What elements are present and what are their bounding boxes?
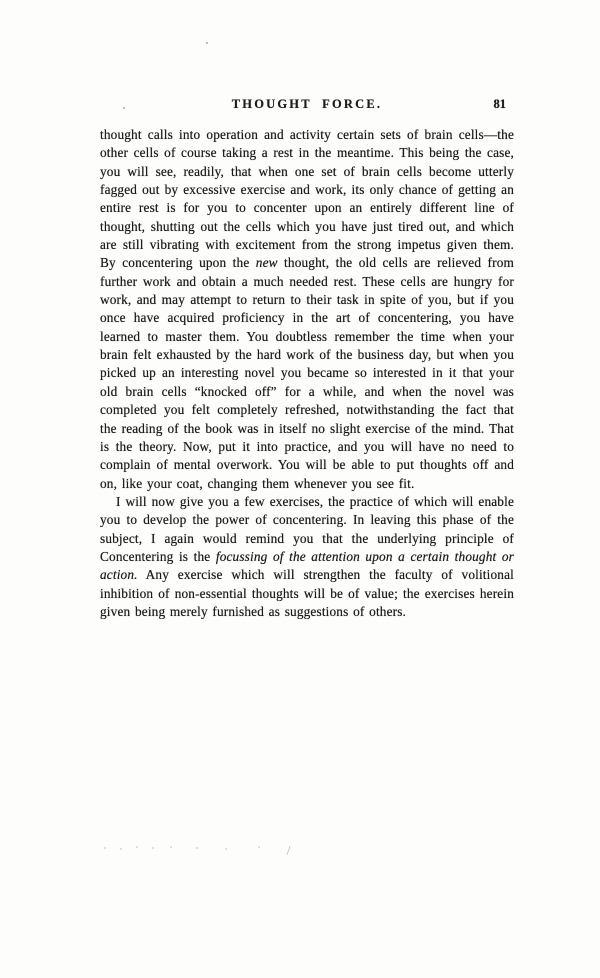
scan-speck: [120, 848, 122, 850]
scan-speck: [170, 846, 172, 848]
scan-speck: [196, 847, 198, 849]
paragraph: [100, 493, 514, 621]
italic-text-run: new: [255, 255, 278, 271]
text-run: thought calls into operation and activity certain sets of brain cells—the other cells of course taking a rest in the meantime. This being the case, you will see, readily, that when one set of brain cells become utterly fagged out by excessive exercise and work, its only chance of getting an entire rest is for you to concenter upon an entirely different line of thought, shutting out the cells which you have just tired out, and which are still vibrating with excitement from the strong impetus given them. By concentering upon the: [100, 127, 514, 271]
scan-scratch: [287, 846, 291, 855]
paragraph: [100, 126, 514, 493]
running-head: [100, 97, 514, 113]
scan-speck: [225, 848, 227, 850]
scan-speck: [206, 42, 208, 44]
scan-speck: [258, 846, 260, 848]
scan-speck: [123, 107, 125, 109]
text-run: thought, the old cells are relieved from further work and obtain a much needed rest. These cells are hungry for work, and may attempt to return to their task in spite of you, but if you once have acquired proficiency in the art of concentering, you have learned to master them. You doubtless remember the time when your brain felt exhausted by the hard work of the business day, but when you picked up an interesting novel you became so interested in it that your old brain cells “knocked off” for a while, and when the novel was completed you felt completely refreshed, notwithstanding the fact that the reading of the book was in itself no slight exercise of the mind. That is the theory. Now, put it into practice, and you will have no need to complain of mental overwork. You will be able to put thoughts off and on, like your coat, changing them whenever you see fit.: [100, 255, 515, 491]
scan-speck: [104, 847, 106, 849]
italic-text-run: focussing of the attention upon a certain thought or action.: [100, 548, 514, 583]
text-run: Any exercise which will strengthen the faculty of volitional inhibition of non-essential thoughts will be of value; the exercises herein given being merely furnished as suggestions of others.: [100, 567, 514, 619]
scan-speck: [136, 846, 138, 848]
scan-speck: [152, 847, 154, 849]
page-title: THOUGHT FORCE.: [231, 97, 383, 111]
body-text: [100, 126, 514, 621]
text-run: I will now give you a few exercises, the practice of which will enable you to develop the power of concentering. In leaving this phase of the subject, I again would remind you that the underlying principle of Concentering is the: [100, 493, 514, 564]
page-number: 81: [493, 97, 506, 111]
